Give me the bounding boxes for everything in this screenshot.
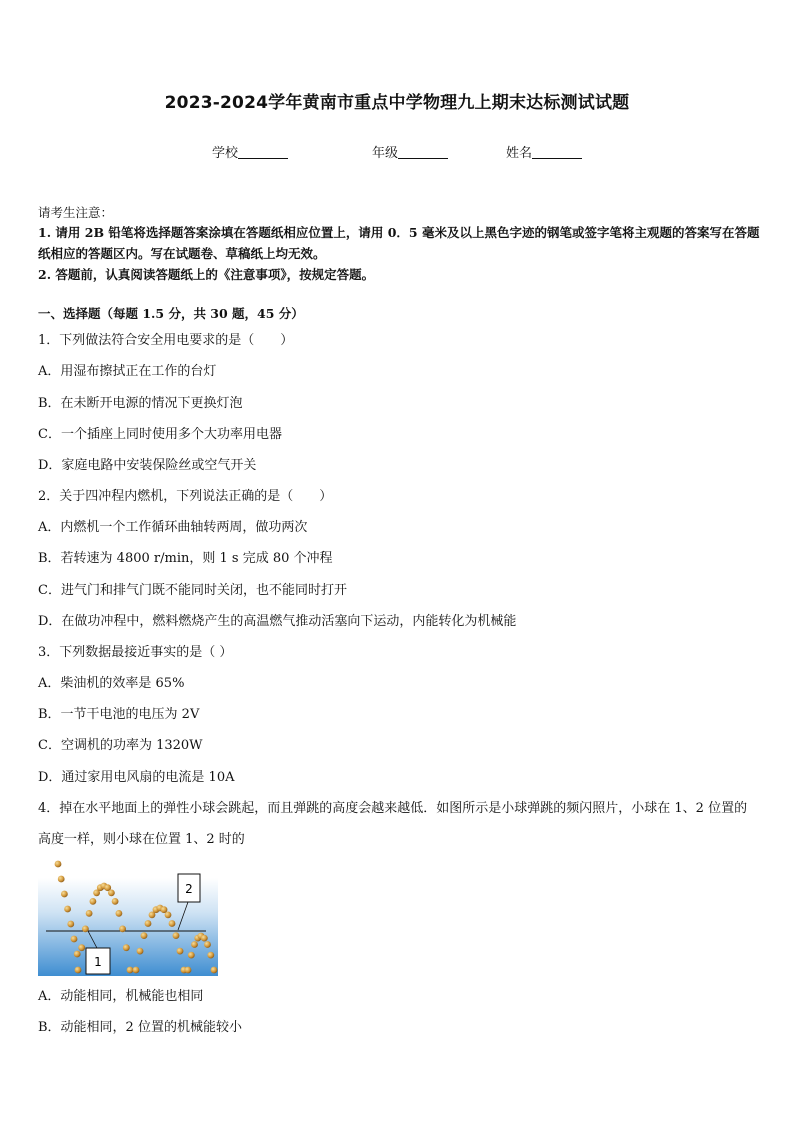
ball: [191, 941, 198, 948]
ball: [90, 898, 97, 905]
ball: [108, 890, 115, 897]
section-heading: 一、选择题（每题 1.5 分，共 30 题，45 分）: [38, 306, 304, 321]
school-label: 学校: [212, 146, 239, 161]
ball: [173, 932, 180, 939]
question-1-option-b: B．在未断开电源的情况下更换灯泡: [38, 396, 243, 411]
question-4-stem: 4．掉在水平地面上的弹性小球会跳起，而且弹跳的高度会越来越低．如图所示是小球弹跳的频闪照片，小球在 1、2 位置的高度一样，则小球在位置 1、2 时的: [38, 801, 748, 847]
question-3-stem: 3．下列数据最接近事实的是（ ）: [38, 645, 233, 660]
ball: [137, 948, 144, 955]
question-2-option-c: C．进气门和排气门既不能同时关闭，也不能同时打开: [38, 583, 347, 598]
name-label: 姓名: [506, 146, 533, 161]
name-field: [506, 142, 582, 161]
question-3-option-b: B．一节干电池的电压为 2V: [38, 707, 200, 722]
ball: [207, 952, 214, 959]
question-4-option-a: A．动能相同，机械能也相同: [38, 989, 204, 1004]
question-1-option-d: D．家庭电路中安装保险丝或空气开关: [38, 458, 257, 473]
name-blank: [532, 146, 582, 159]
question-2-option-a: A．内燃机一个工作循环曲轴转两周，做功两次: [38, 520, 308, 535]
ball: [185, 967, 192, 974]
question-3-option-d: D．通过家用电风扇的电流是 10A: [38, 770, 235, 785]
ball: [145, 920, 152, 927]
ball: [61, 891, 68, 898]
question-2-option-d: D．在做功冲程中，燃料燃烧产生的高温燃气推动活塞向下运动，内能转化为机械能: [38, 614, 517, 629]
ball: [116, 910, 123, 917]
notice-heading: 请考生注意：: [38, 205, 114, 220]
ball: [71, 936, 78, 943]
question-2-option-b: B．若转速为 4800 r/min，则 1 s 完成 80 个冲程: [38, 551, 333, 566]
grade-field: [372, 142, 448, 161]
ball: [188, 952, 195, 959]
label-1-text: 1: [94, 955, 102, 969]
ball: [58, 876, 65, 883]
question-3-option-c: C．空调机的功率为 1320W: [38, 738, 203, 753]
question-2-stem: 2．关于四冲程内燃机，下列说法正确的是（ ）: [38, 489, 333, 504]
bouncing-ball-photo: [38, 858, 218, 976]
notice-item-2: 2. 答题前，认真阅读答题纸上的《注意事项》，按规定答题。: [38, 267, 375, 282]
ball: [78, 944, 85, 951]
question-3-option-a: A．柴油机的效率是 65%: [38, 676, 185, 691]
ball: [86, 910, 93, 917]
ball: [75, 967, 82, 974]
ball: [123, 944, 130, 951]
ball: [165, 912, 172, 919]
ball: [201, 935, 208, 942]
ball: [112, 898, 119, 905]
ball: [141, 932, 148, 939]
question-1-option-a: A．用湿布擦拭正在工作的台灯: [38, 364, 217, 379]
ball: [211, 967, 218, 974]
ball: [177, 948, 184, 955]
ball: [74, 951, 81, 958]
grade-blank: [398, 146, 448, 159]
ball: [119, 926, 126, 933]
ball: [127, 967, 134, 974]
school-blank: [238, 146, 288, 159]
grade-label: 年级: [372, 146, 399, 161]
ball: [67, 921, 74, 928]
ball: [133, 967, 140, 974]
label-2-text: 2: [185, 882, 193, 896]
notice-item-1: 1. 请用 2B 铅笔将选择题答案涂填在答题纸相应位置上，请用 0．5 毫米及以上黑色字迹的钢笔或签字笔将主观题的答案写在答题纸相应的答题区内。写在试题卷、草稿纸上均无效。: [38, 225, 760, 261]
ball: [204, 941, 211, 948]
question-1-stem: 1．下列做法符合安全用电要求的是（ ）: [38, 333, 294, 348]
school-field: [212, 142, 288, 161]
page-title: 2023-2024学年黄南市重点中学物理九上期末达标测试试题: [164, 93, 630, 113]
ball: [55, 861, 62, 868]
ball: [64, 906, 71, 913]
question-4-option-b: B．动能相同，2 位置的机械能较小: [38, 1020, 242, 1035]
question-1-option-c: C．一个插座上同时使用多个大功率用电器: [38, 427, 282, 442]
ball: [169, 920, 176, 927]
